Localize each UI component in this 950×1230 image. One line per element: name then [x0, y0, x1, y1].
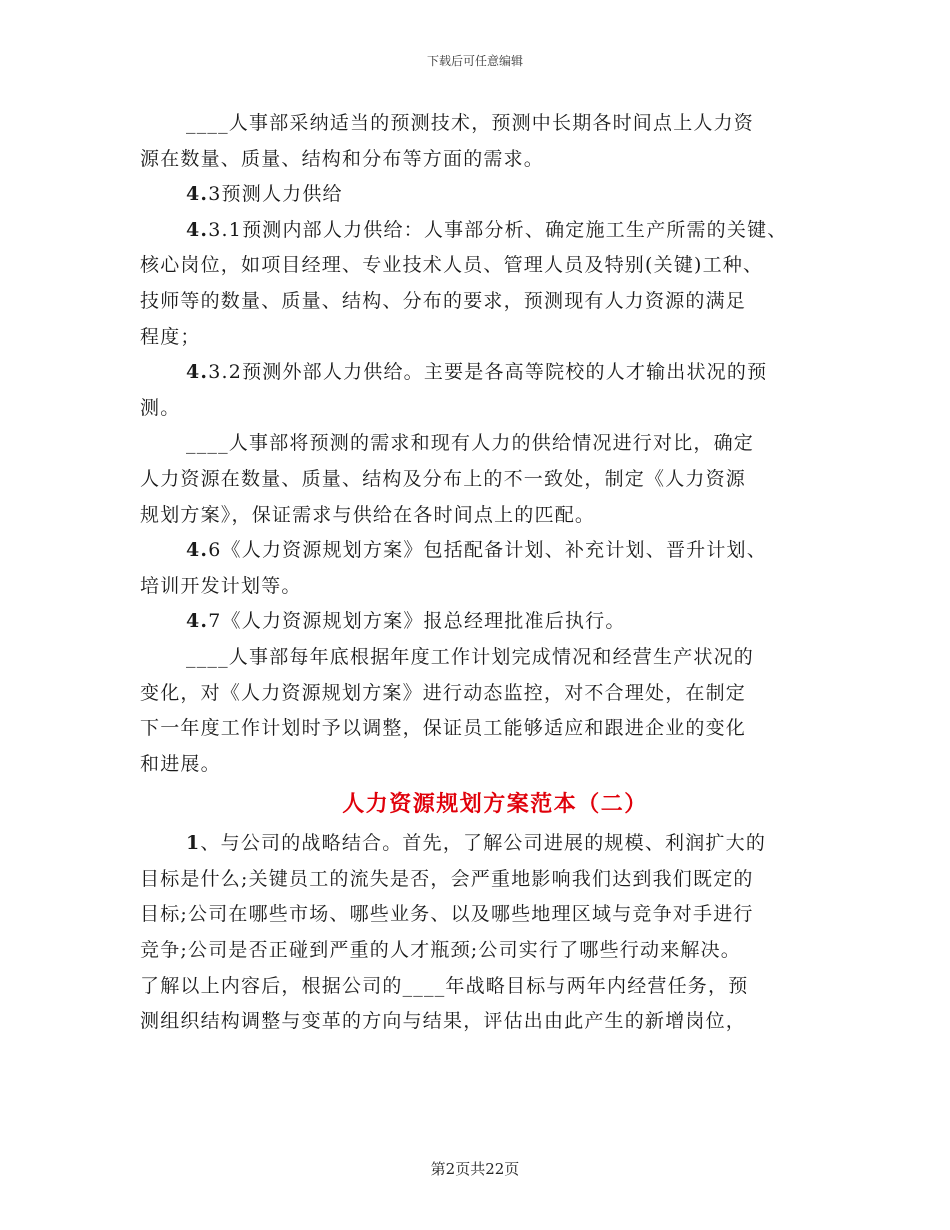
line-text: 7《人力资源规划方案》报总经理批准后执行。 [208, 610, 626, 633]
text-line [140, 320, 820, 356]
text-line [140, 862, 820, 898]
text-line [140, 106, 820, 142]
text-line [140, 711, 820, 747]
clause-number: 1 [186, 832, 201, 855]
text-line [140, 640, 820, 676]
line-text: 源在数量、质量、结构和分布等方面的需求。 [140, 147, 545, 170]
paragraph-block-2 [140, 826, 820, 1040]
page-footer: 第2页共22页 [430, 1160, 520, 1178]
text-line [140, 604, 820, 640]
line-text: 人力资源在数量、质量、结构及分布上的不一致处，制定《人力资源 [140, 467, 747, 490]
text-line [140, 747, 820, 783]
text-line [140, 826, 820, 862]
text-line [140, 897, 820, 933]
line-text: 、与公司的战略结合。首先，了解公司进展的规模、利润扩大的 [200, 832, 767, 855]
text-line [140, 676, 820, 712]
line-text: 竞争;公司是否正碰到严重的人才瓶颈;公司实行了哪些行动来解决。 [140, 939, 742, 962]
text-line [140, 355, 820, 391]
line-text: 6《人力资源规划方案》包括配备计划、补充计划、晋升计划、 [208, 539, 767, 562]
line-text: 和进展。 [140, 752, 221, 775]
line-text: 规划方案》，保证需求与供给在各时间点上的匹配。 [140, 503, 596, 526]
line-text: 了解以上内容后，根据公司的____年战略目标与两年内经营任务，预 [140, 974, 749, 997]
line-text: ____人事部将预测的需求和现有人力的供给情况进行对比，确定 [186, 432, 755, 455]
line-text: ____人事部采纳适当的预测技术，预测中长期各时间点上人力资 [186, 112, 755, 134]
line-text: 目标是什么;关键员工的流失是否，会严重地影响我们达到我们既定的 [140, 867, 754, 890]
text-line [140, 1004, 820, 1040]
text-line [140, 248, 820, 284]
text-line [140, 498, 820, 534]
line-text: 测组织结构调整与变革的方向与结果，评估出由此产生的新增岗位， [140, 1010, 747, 1033]
text-line [140, 569, 820, 605]
line-text: 测。 [140, 396, 181, 419]
line-text: 变化，对《人力资源规划方案》进行动态监控，对不合理处，在制定 [140, 681, 747, 704]
text-line [140, 142, 820, 178]
paragraph-block-1 [140, 106, 820, 782]
section-title: 人力资源规划方案范本（二） [342, 791, 648, 818]
text-line [140, 969, 820, 1005]
line-text: 下一年度工作计划时予以调整，保证员工能够适应和跟进企业的变化 [140, 717, 747, 740]
text-line [140, 533, 820, 569]
clause-number: 4. [186, 183, 209, 206]
line-text: ____人事部每年底根据年度工作计划完成情况和经营生产状况的 [186, 645, 755, 668]
clause-number: 4. [186, 610, 209, 633]
text-line [140, 426, 820, 462]
clause-number: 4. [186, 218, 209, 241]
line-text: 培训开发计划等。 [140, 574, 302, 597]
text-line [140, 462, 820, 498]
text-line [140, 284, 820, 320]
page-header-note: 下载后可任意编辑 [426, 54, 523, 68]
line-text: 目标;公司在哪些市场、哪些业务、以及哪些地理区域与竞争对手进行 [140, 903, 754, 926]
document-body [140, 106, 820, 1040]
text-line [140, 933, 820, 969]
line-text: 程度； [140, 325, 201, 348]
clause-number: 4. [186, 539, 209, 562]
text-line [140, 213, 820, 249]
line-text: 技师等的数量、质量、结构、分布的要求，预测现有人力资源的满足 [140, 289, 747, 312]
line-text: 3.2预测外部人力供给。主要是各高等院校的人才输出状况的预 [208, 361, 768, 384]
line-text: 核心岗位，如项目经理、专业技术人员、管理人员及特别(关键)工种、 [140, 254, 764, 277]
text-line [140, 177, 820, 213]
clause-number: 4. [186, 361, 209, 384]
line-text: 3.1预测内部人力供给：人事部分析、确定施工生产所需的关键、 [208, 218, 788, 241]
text-line [140, 391, 820, 427]
line-text: 3预测人力供给 [208, 183, 343, 206]
